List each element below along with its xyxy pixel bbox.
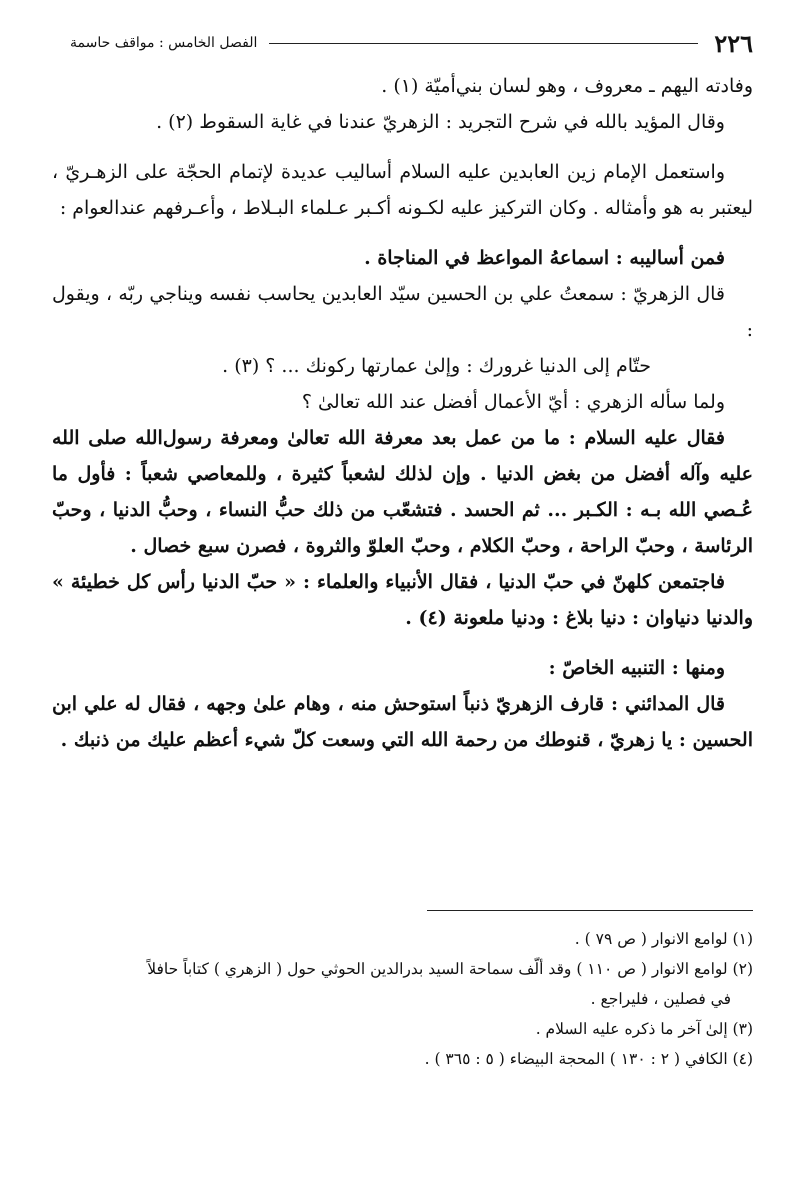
paragraph: ومنها : التنبيه الخاصّ :	[548, 657, 725, 679]
footnote: في فصلين ، فليراجع .	[590, 990, 731, 1008]
paragraph: قال المدائني : قارف الزهريّ ذنباً استوحش منه ، وهام علىٰ وجهه ، فقال له علي ابن الحسين : يا زهريّ ، قنوطك من رحمة الله التي وسعت كلّ شيء أعظم عليك من ذنبك .	[52, 693, 753, 751]
footnote: (١) لوامع الانوار ( ص ٧٩ ) .	[574, 930, 753, 948]
page-number: ٢٢٦	[714, 28, 753, 58]
paragraph: وقال المؤيد بالله في شرح التجريد : الزهريّ عندنا في غاية السقوط (٢) .	[156, 111, 725, 133]
paragraph: فمن أساليبه : اسماعهُ المواعظ في المناجاة .	[364, 247, 725, 269]
footnote: (٤) الكافي ( ٢ : ١٣٠ ) المحجة البيضاء ( ٥ : ٣٦٥ ) .	[424, 1050, 753, 1068]
paragraph-gap	[52, 140, 753, 154]
footnote: (٢) لوامع الانوار ( ص ١١٠ ) وقد ألّف سماحة السيد بدرالدين الحوثي حول ( الزهري ) كتاباً حافلاً	[147, 960, 753, 978]
paragraph-gap	[52, 226, 753, 240]
paragraph: ولما سأله الزهري : أيّ الأعمال أفضل عند الله تعالىٰ ؟	[301, 391, 725, 413]
paragraph: حتّام إلى الدنيا غرورك : وإلىٰ عمارتها ركونك ... ؟ (٣) .	[222, 355, 651, 377]
paragraph-gap	[52, 636, 753, 650]
running-title: الفصل الخامس : مواقف حاسمة	[70, 35, 258, 51]
paragraph: فاجتمعن كلهنّ في حبّ الدنيا ، فقال الأنبياء والعلماء : « حبّ الدنيا رأس كل خطيئة » والدنيا دنياوان : دنيا بلاغ : ودنيا ملعونة (٤) .	[52, 571, 753, 629]
footnote: (٣) إلىٰ آخر ما ذكره عليه السلام .	[535, 1020, 753, 1038]
paragraph: فقال عليه السلام : ما من عمل بعد معرفة الله تعالىٰ ومعرفة رسول‌الله صلى الله عليه وآله أفضل من بغض الدنيا . وإن لذلك لشعباً كثيرة ، وللمعاصي شعباً : فأول ما عُـصي الله بـه : الكـبر ... ثم الحسد . فتشعّب من ذلك حبُّ النساء ، وحبُّ الدنيا ، وحبّ الرئاسة ، وحبّ الراحة ، وحبّ الكلام ، وحبّ العلوّ والثروة ، فصرن سبع خصال .	[52, 427, 753, 557]
footnotes	[52, 924, 753, 1074]
paragraph: واستعمل الإمام زين العابدين عليه السلام أساليب عديدة لإتمام الحجّة على الزهـريّ ، ليعتبر به هو وأمثاله . وكان التركيز عليه لكـونه أكـبر عـلماء البـلاط ، وأعـرفهم عندالعوام :	[52, 161, 753, 219]
header-rule	[269, 43, 698, 44]
footnote-separator	[427, 910, 753, 911]
page-header	[70, 30, 753, 56]
main-text	[52, 68, 753, 758]
paragraph: قال الزهريّ : سمعتُ علي بن الحسين سيّد العابدين يحاسب نفسه ويناجي ربّه ، ويقول :	[52, 283, 753, 341]
paragraph: وفادته اليهم ـ معروف ، وهو لسان بني‌أميّة (١) .	[381, 75, 753, 97]
